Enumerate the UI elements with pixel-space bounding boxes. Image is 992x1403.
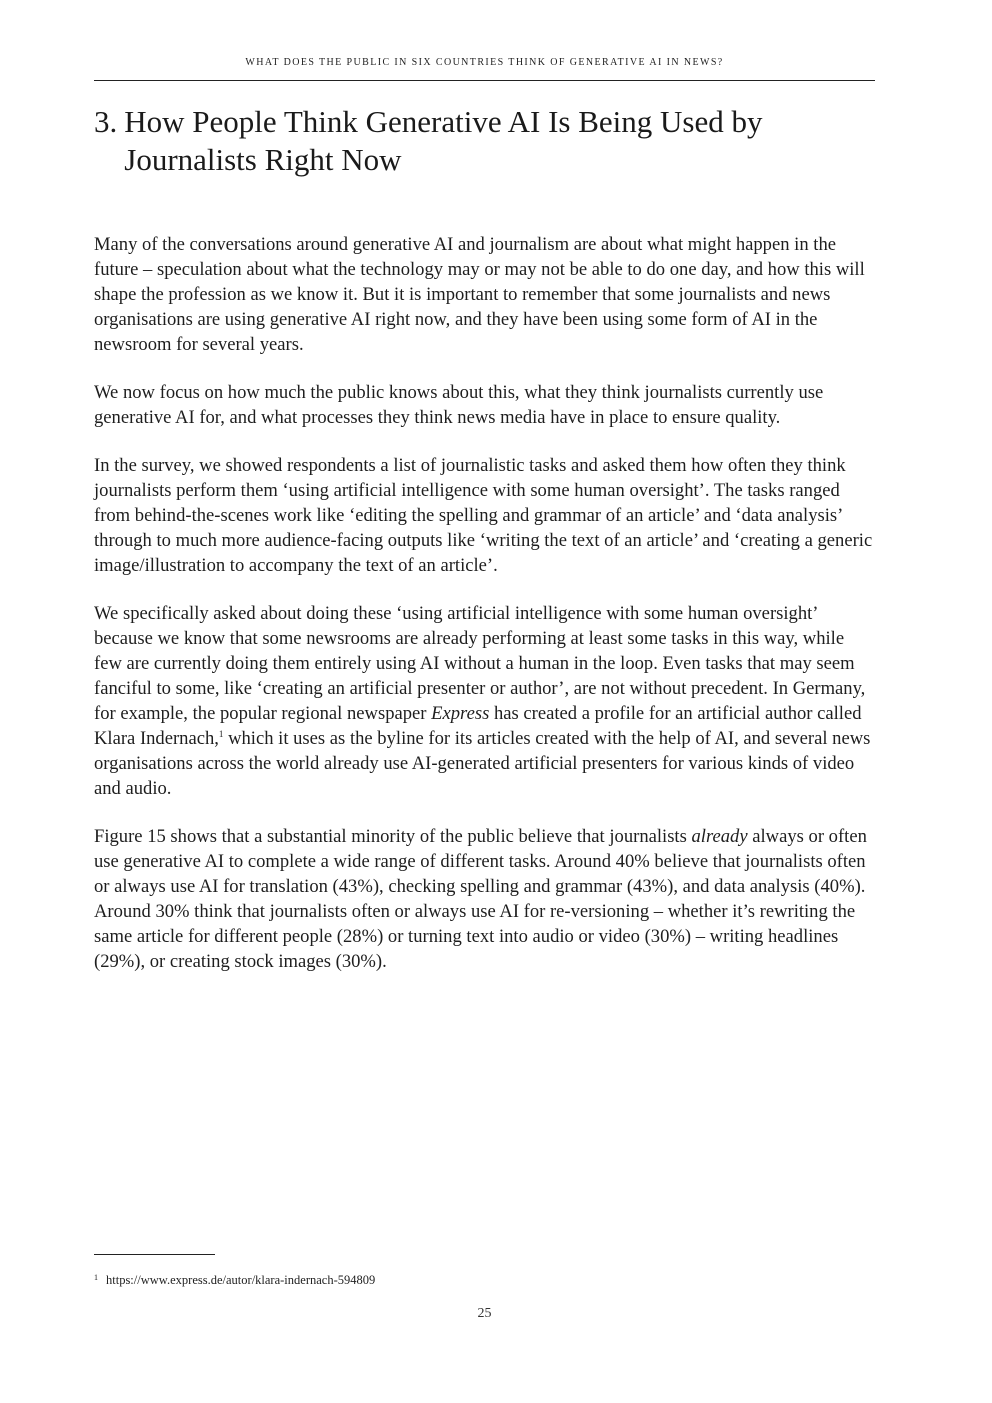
chapter-heading xyxy=(94,103,875,179)
footnote-link[interactable]: https://www.express.de/autor/klara-indernach-594809 xyxy=(106,1273,376,1287)
paragraph-3: In the survey, we showed respondents a list of journalistic tasks and asked them how often they think journalists perform them ‘using artificial intelligence with some human oversight’. The tasks ranged from behind-the-scenes work like ‘editing the spelling and grammar of an article’ and ‘data analysis’ through to much more audience-facing outputs like ‘writing the text of an article’ and ‘creating a generic image/illustration to accompany the text of an article’. xyxy=(94,455,873,576)
paragraph-4 xyxy=(94,601,875,801)
running-header: WHAT DOES THE PUBLIC IN SIX COUNTRIES THINK OF GENERATIVE AI IN NEWS? xyxy=(245,57,724,68)
page-number: 25 xyxy=(477,1306,492,1321)
paragraph-5-text-1: Figure 15 shows that a substantial minority of the public believe that journalists xyxy=(94,826,692,847)
paragraph-4-text-2: has created a profile for an artificial author called Klara Indernach, xyxy=(94,703,862,749)
body-text xyxy=(94,232,875,997)
chapter-title: How People Think Generative AI Is Being Used by Journalists Right Now xyxy=(124,104,763,177)
chapter-number: 3. xyxy=(94,104,118,139)
paragraph-5-text-2: always or often use generative AI to complete a wide range of different tasks. Around 40% believe that journalists often or always use AI for translation (43%), checking spelling and grammar (43%), and data analysis (40%). Around 30% think that journalists often or always use AI for re-versioning – whether it’s rewriting the same article for different people (28%) or turning text into audio or video (30%) – writing headlines (29%), or creating stock images (30%). xyxy=(94,826,867,972)
paragraph-4-text-3: which it uses as the byline for its articles created with the help of AI, and several news organisations across the world already use AI-generated artificial presenters for various kinds of video and audio. xyxy=(94,728,871,799)
footnote-rule xyxy=(94,1254,215,1255)
footnote xyxy=(94,1272,875,1288)
paragraph-4-emphasis: Express xyxy=(431,703,490,724)
header-rule xyxy=(94,80,875,81)
footnote-reference[interactable]: 1 xyxy=(218,729,224,739)
paragraph-5 xyxy=(94,824,875,974)
paragraph-2: We now focus on how much the public knows about this, what they think journalists currently use generative AI for, and what processes they think news media have in place to ensure quality. xyxy=(94,382,824,428)
footnote-number: 1 xyxy=(94,1273,98,1282)
paragraph-5-emphasis: already xyxy=(691,826,748,847)
paragraph-4-text-1: We specifically asked about doing these ‘using artificial intelligence with some human oversight’ because we know that some newsrooms are already performing at least some tasks in this way, while few are currently doing them entirely using AI without a human in the loop. Even tasks that may seem fanciful to some, like ‘creating an artificial presenter or author’, are not without precedent. In Germany, for example, the popular regional newspaper xyxy=(94,603,866,724)
paragraph-1: Many of the conversations around generative AI and journalism are about what might happen in the future – speculation about what the technology may or may not be able to do one day, and how this will shape the profession as we know it. But it is important to remember that some journalists and news organisations are using generative AI right now, and they have been using some form of AI in the newsroom for several years. xyxy=(94,234,865,355)
